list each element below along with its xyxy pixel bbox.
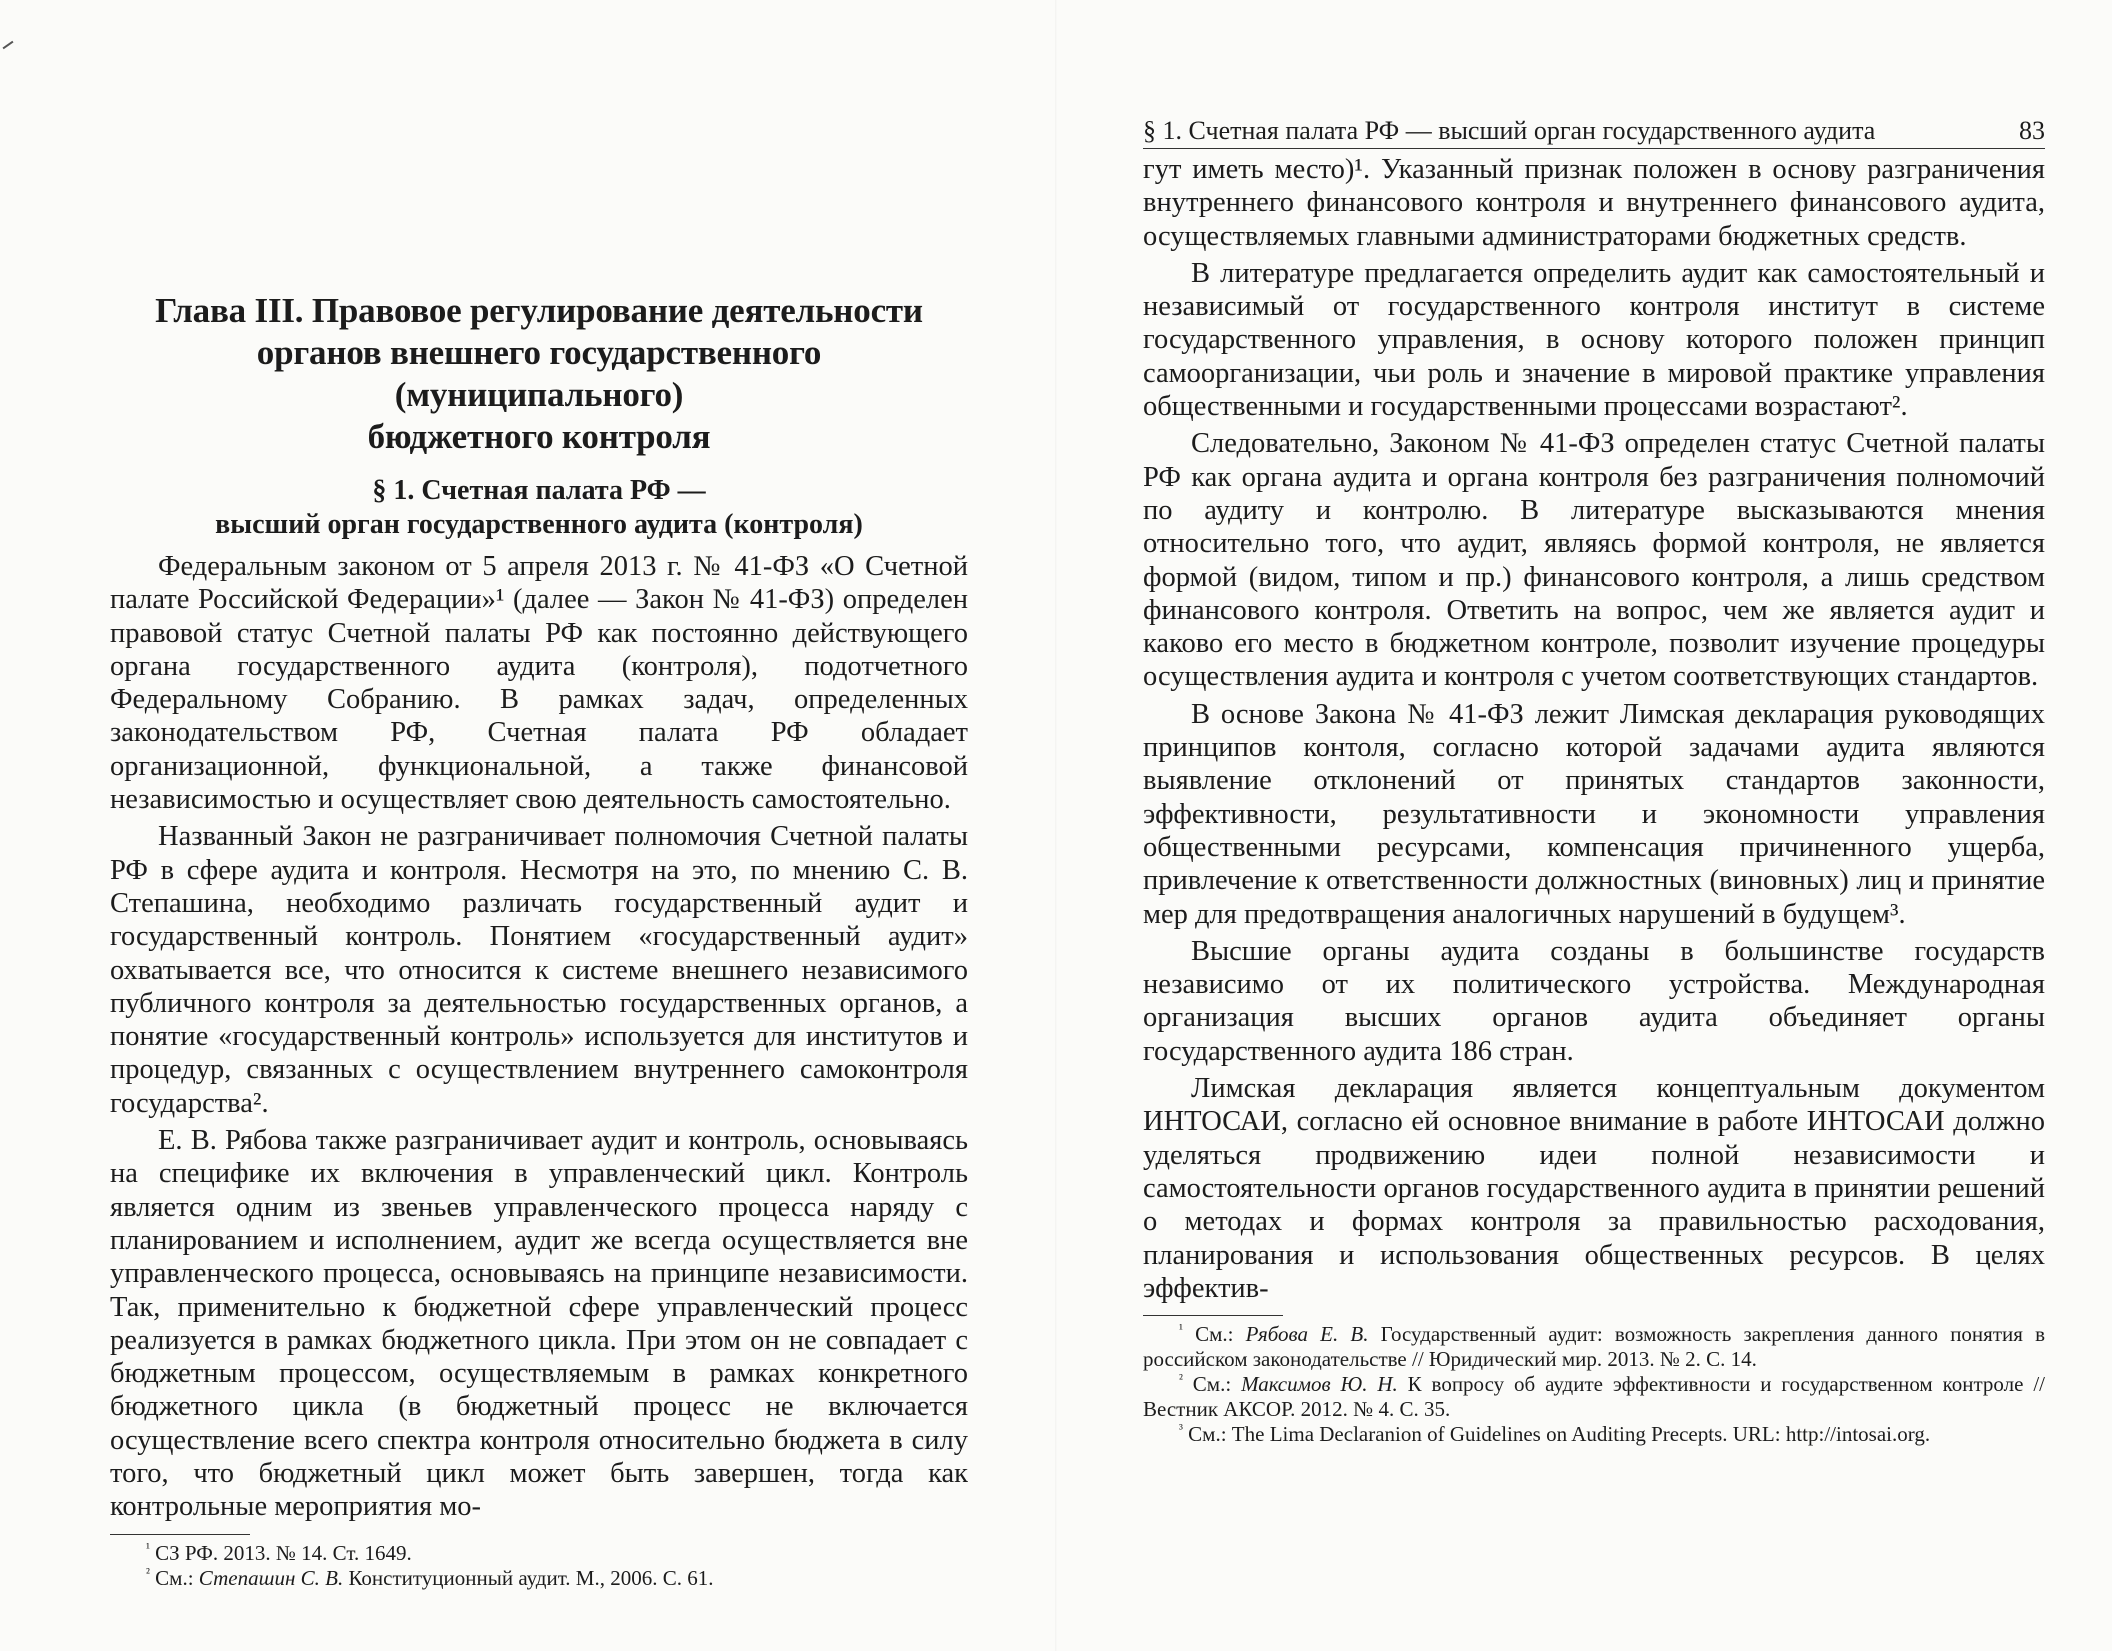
chapter-title: Глава III. Правовое регулирование деятельности органов внешнего государственного (муниципального) бюджетного контроля: [155, 291, 923, 456]
footnote: $^{^2}$ См.: Максимов Ю. Н. К вопросу об аудите эффективности и государственном контроле // Вестник АКСОР. 2012. № 4. С. 35.: [1143, 1371, 2046, 1422]
body-paragraph: Следовательно, Законом № 41-ФЗ определен статус Счетной палаты РФ как органа аудита и органа контроля без разграничения полномочий по аудиту и контролю. В литературе высказываются мнения относительно того, что аудит, являясь формой контроля, не является формой (видом, типом и пр.) финансового контроля, а лишь средством финансового контроля. Ответить на вопрос, чем же является аудит и каково его место в бюджетном контроле, позволит изучение процедуры осуществления аудита и контроля с учетом соответствующих стандартов.: [1143, 428, 2045, 693]
footnote: $^{^1}$ СЗ РФ. 2013. № 14. Ст. 1649.: [146, 1539, 412, 1565]
footnote: $^{^3}$ См.: The Lima Declaranion of Guidelines on Auditing Precepts. URL: http://intosai.org.: [1179, 1421, 1931, 1447]
body-paragraph: Лимская декларация является концептуальным документом ИНТОСАИ, согласно ей основное внимание в работе ИНТОСАИ должно уделяться продвижению идеи полной независимости и самостоятельности органов государственного аудита в принятии решений о методах и формах контроля за правильностью расходования, планирования и использования общественных ресурсов. В целях эффектив-: [1143, 1073, 2045, 1304]
body-paragraph: Названный Закон не разграничивает полномочия Счетной палаты РФ в сфере аудита и контроля. Несмотря на это, по мнению С. В. Степашина, необходимо различать государственный аудит и государственный контроль. Понятием «государственный аудит» охватывается все, что относится к системе внешнего независимого публичного контроля за деятельностью государственных органов, а понятие «государственный контроль» используется для институтов и процедур, связанных с осуществлением внутреннего самоконтроля государства².: [110, 821, 968, 1119]
footnote-divider: [1143, 1315, 1283, 1316]
body-paragraph: В литературе предлагается определить аудит как самостоятельный и независимый от государственного контроля институт в системе государственного управления, в основу которого положен принцип самоорганизации, чьи роль и значение в мировой практике управления общественными и государственными процессами возрастают².: [1143, 257, 2045, 423]
body-paragraph: Федеральным законом от 5 апреля 2013 г. № 41-ФЗ «О Счетной палате Российской Федерации»¹ (далее — Закон № 41-ФЗ) определен правовой статус Счетной палаты РФ как постоянно действующего органа государственного аудита (контроля), подотчетного Федеральному Собранию. В рамках задач, определенных законодательством РФ, Счетная палата РФ обладает организационной, функциональной, а также финансовой независимостью и осуществляет свою деятельность самостоятельно.: [110, 551, 968, 816]
body-paragraph: Высшие органы аудита созданы в большинстве государств независимо от их политического устройства. Международная организация высших органов аудита объединяет органы государственного аудита 186 стран.: [1143, 935, 2045, 1067]
running-header-title: § 1. Счетная палата РФ — высший орган государственного аудита: [1143, 116, 1876, 145]
section-title: § 1. Счетная палата РФ — высший орган государственного аудита (контроля): [215, 475, 863, 540]
footnote-divider: [110, 1534, 250, 1535]
footnote: $^{^1}$ См.: Рябова Е. В. Государственный аудит: возможность закрепления данного понятия в российском законодательстве // Юридический мир. 2013. № 2. С. 14.: [1143, 1321, 2045, 1372]
footnote: $^{^2}$ См.: Степашин С. В. Конституционный аудит. М., 2006. С. 61.: [146, 1564, 714, 1590]
right-page: [1143, 116, 2045, 1447]
body-paragraph: Е. В. Рябова также разграничивает аудит и контроль, основываясь на специфике их включения в управленческий цикл. Контроль является одним из звеньев управленческого процесса наряду с планированием и исполнением, аудит же всегда осуществляется вне управленческого процесса, основываясь на принципе независимости. Так, применительно к бюджетной сфере управленческий процесс реализуется в рамках бюджетного цикла. При этом он не совпадает с бюджетным процессом, осуществляемым в рамках конкретного бюджетного цикла (в бюджетный процесс не включается осуществление всего спектра контроля относительно бюджета в силу того, что бюджетный цикл может быть завершен, тогда как контрольные мероприятия мо-: [110, 1125, 968, 1523]
running-header: [1143, 116, 2045, 149]
body-paragraph: В основе Закона № 41-ФЗ лежит Лимская декларация руководящих принципов контоля, согласно которой задачами аудита являются выявление отклонений от принятых стандартов законности, эффективности, результативности и экономности управления общественными ресурсами, компенсация причиненного ущерба, привлечение к ответственности должностных (виновных) лиц и принятие мер для предотвращения аналогичных нарушений в будущем³.: [1143, 698, 2045, 930]
body-paragraph: гут иметь место)¹. Указанный признак положен в основу разграничения внутреннего финансового контроля и внутреннего финансового аудита, осуществляемых главными администраторами бюджетных средств.: [1143, 154, 2045, 252]
left-page: [110, 290, 968, 1591]
scan-mark: [3, 41, 14, 50]
footnotes: [1143, 1322, 2045, 1447]
footnotes: [110, 1541, 968, 1591]
page-number: 83: [2019, 116, 2045, 145]
book-gutter: [1055, 0, 1057, 1651]
